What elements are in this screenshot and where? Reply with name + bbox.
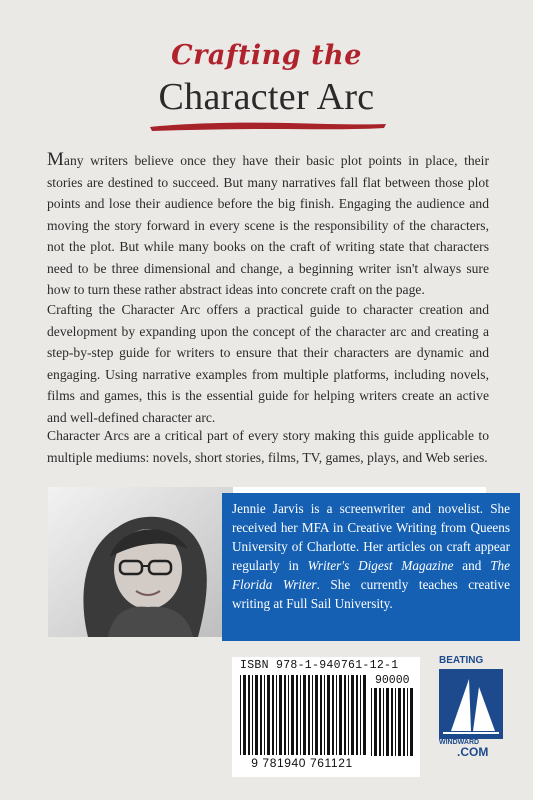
author-bio-text-1: Jennie Jarvis is a screenwriter and novelist. She received her MFA in Creative Writing from Queens University of Charlotte. Her articles on craft appear regularly in [232, 501, 510, 573]
isbn-label: ISBN 978-1-940761-12-1 [240, 659, 399, 672]
blurb-paragraph-3: Character Arcs are a critical part of every story making this guide applicable to multiple mediums: novels, short stories, films, TV, games, plays, and Web series. [47, 428, 489, 465]
author-bio-magazine: Writer's Digest Magazine [307, 557, 454, 573]
publisher-logo [437, 655, 505, 760]
barcode-main [238, 675, 366, 757]
isbn-barcode-block [232, 657, 420, 777]
red-brush-stroke [148, 119, 388, 133]
barcode-digits: 9 781940 761121 [251, 756, 353, 770]
author-section [48, 487, 510, 637]
author-photo [48, 487, 233, 637]
blurb-paragraph-1: Many writers believe once they have their basic plot points in place, their stories are destined to succeed. But many narratives fall flat between those plot points and lose their audience before the big finish. Engaging the audience and moving the story forward in every scene is the responsibility of the characters, not the plot. But while many books on the craft of writing state that characters need to be three dimensional and change, a beginning writer isn't always sure how to turn these rather abstract ideas into concrete craft on the page. [47, 149, 489, 297]
blurb-paragraph-2: Crafting the Character Arc offers a practical guide to character creation and development by expanding upon the concept of the character arc and creating a step-by-step guide for writers to ensure that their characters are dynamic and engaging. Using narrative examples from multiple platforms, including novels, films and games, this is the essential guide for helping writers create an active and well-defined character arc. [47, 302, 489, 425]
author-bio-text-3: . She currently teaches creative writing at Full Sail University. [232, 576, 510, 611]
title-line-2: Character Arc [158, 76, 375, 118]
barcode-addon [369, 688, 415, 758]
author-bio [222, 493, 520, 641]
logo-suffix: .COM [457, 745, 489, 759]
price-code: 90000 [375, 674, 410, 687]
logo-top-text: BEATING [439, 655, 484, 666]
sailboat-icon [439, 669, 503, 739]
title-line-1: Crafting the [171, 40, 362, 71]
logo-bottom-text: WINDWARD [439, 739, 480, 746]
author-bio-publication: The Florida Writer [232, 557, 510, 592]
author-bio-text-2: and [453, 557, 491, 573]
